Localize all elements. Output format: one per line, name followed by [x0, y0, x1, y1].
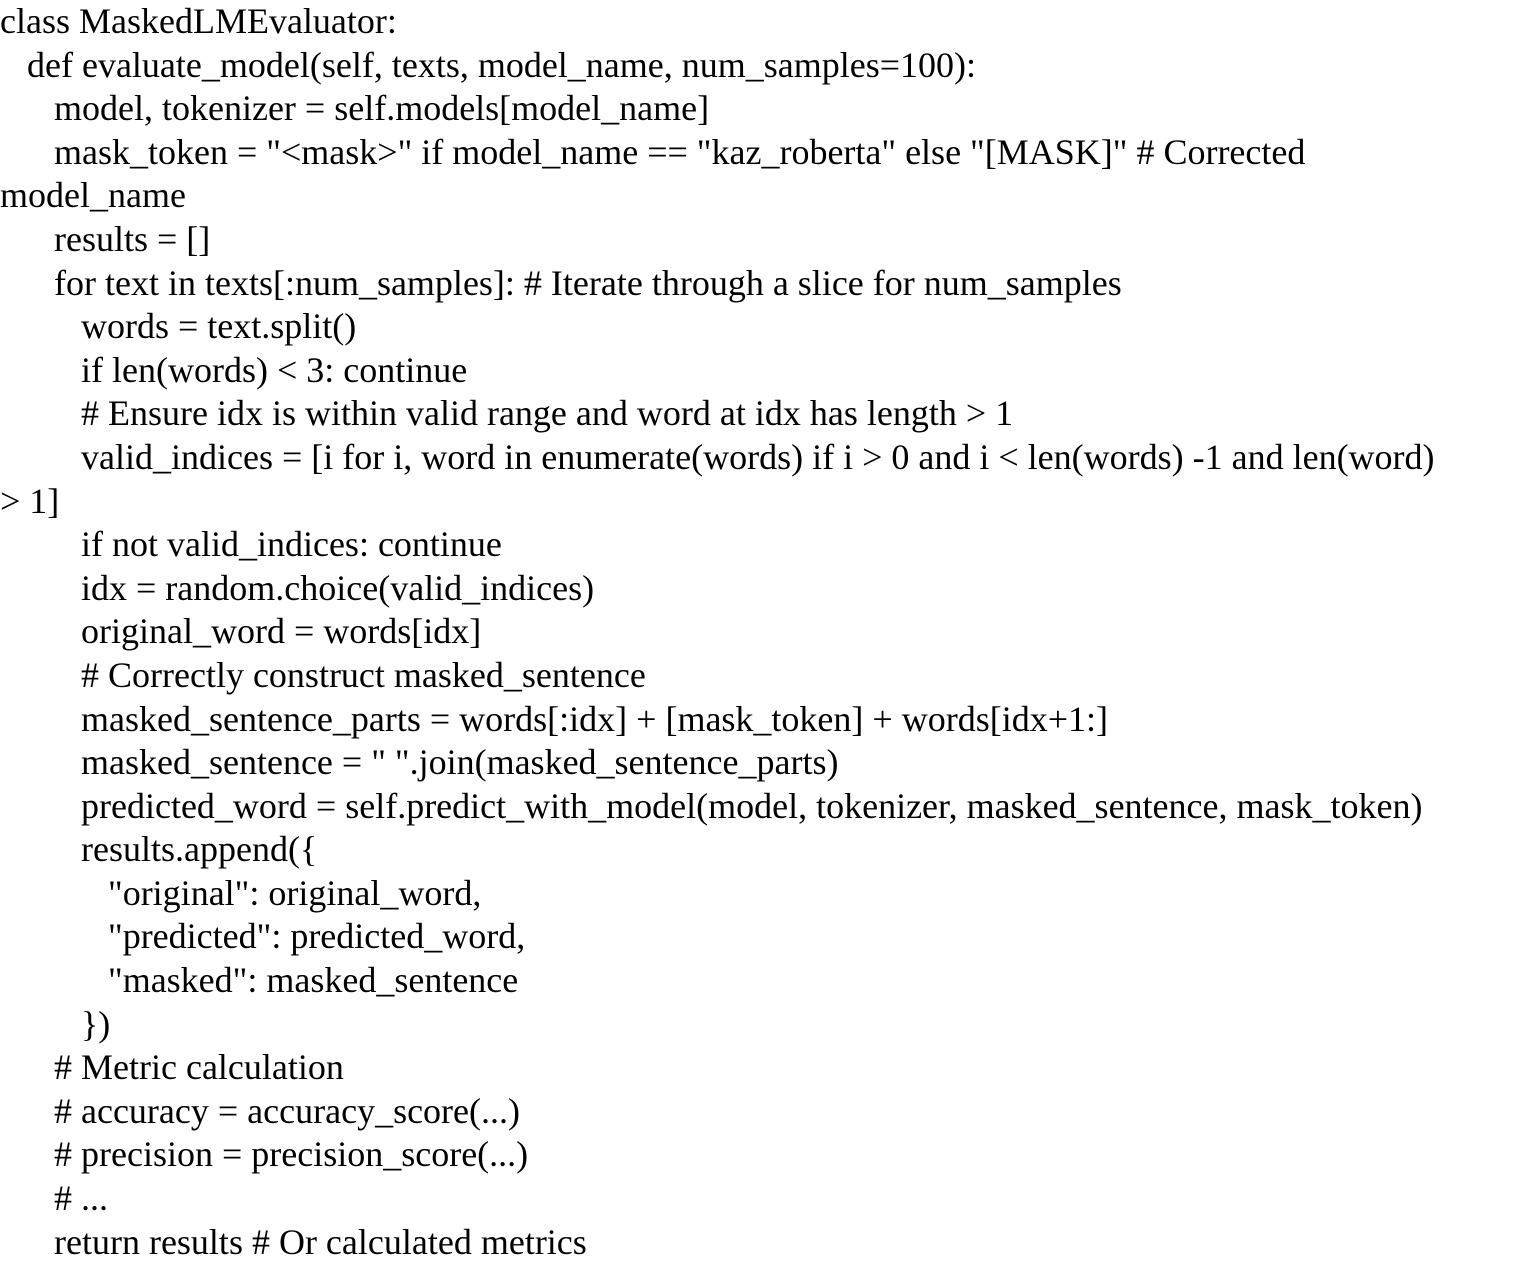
code-line: results = []	[0, 218, 211, 259]
code-line: masked_sentence_parts = words[:idx] + [mask_token] + words[idx+1:]	[0, 698, 1108, 739]
code-comment: # precision = precision_score(...)	[0, 1134, 529, 1175]
code-line: results.append({	[0, 829, 318, 870]
code-line: model, tokenizer = self.models[model_name]	[0, 88, 710, 129]
code-line-method-signature: def evaluate_model(self, texts, model_name, num_samples=100):	[0, 44, 977, 85]
code-line: mask_token = "<mask>" if model_name == "kaz_roberta" else "[MASK]" # Corrected	[0, 131, 1306, 172]
code-line: "masked": masked_sentence	[0, 960, 519, 1001]
code-line-wrapped: model_name	[0, 175, 186, 216]
code-line: idx = random.choice(valid_indices)	[0, 567, 595, 608]
code-line: valid_indices = [i for i, word in enumerate(words) if i > 0 and i < len(words) -1 and len(word)	[0, 436, 1435, 477]
code-line: })	[0, 1003, 111, 1044]
code-line-return: return results # Or calculated metrics	[0, 1221, 587, 1262]
code-comment: # Ensure idx is within valid range and word at idx has length > 1	[0, 393, 1014, 434]
code-comment: # ...	[0, 1178, 108, 1219]
code-line: "original": original_word,	[0, 872, 482, 913]
code-line-wrapped: > 1]	[0, 480, 60, 521]
code-line: if not valid_indices: continue	[0, 524, 502, 565]
code-comment: # accuracy = accuracy_score(...)	[0, 1090, 520, 1131]
code-line: "predicted": predicted_word,	[0, 916, 526, 957]
code-comment: # Metric calculation	[0, 1047, 344, 1088]
code-line: original_word = words[idx]	[0, 611, 482, 652]
code-line: predicted_word = self.predict_with_model(model, tokenizer, masked_sentence, mask_token)	[0, 785, 1423, 826]
code-line: masked_sentence = " ".join(masked_sentence_parts)	[0, 742, 839, 783]
code-line-class-declaration: class MaskedLMEvaluator:	[0, 1, 397, 41]
code-line: words = text.split()	[0, 306, 357, 347]
code-comment: # Correctly construct masked_sentence	[0, 654, 646, 695]
code-line: for text in texts[:num_samples]: # Iterate through a slice for num_samples	[0, 262, 1122, 303]
code-line: if len(words) < 3: continue	[0, 349, 468, 390]
